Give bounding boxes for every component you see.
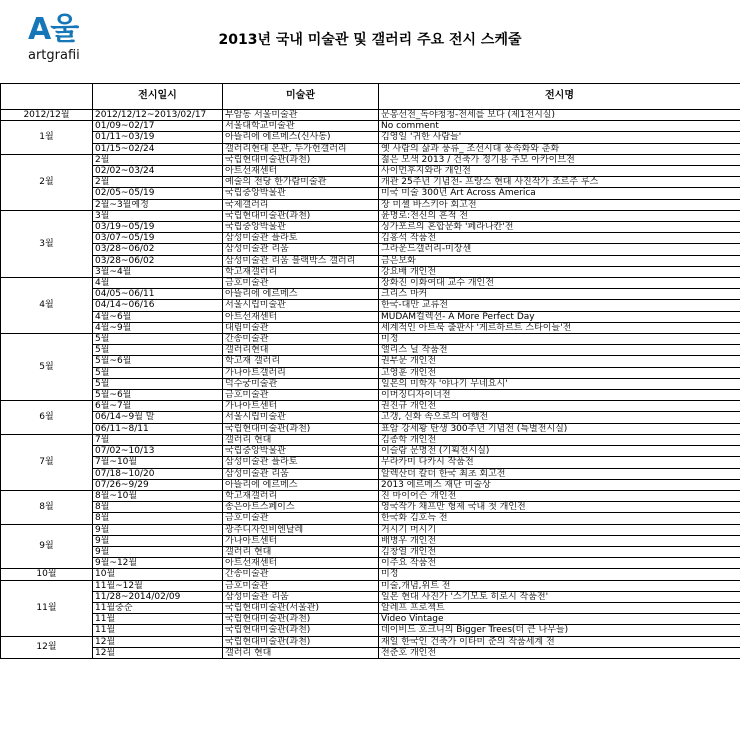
venue-cell: 삼성미술관 리움 [223,468,379,479]
date-cell: 5월 [93,378,223,389]
date-cell: 8월 [93,513,223,524]
date-cell: 12월 [93,647,223,658]
date-cell: 01/09~02/17 [93,121,223,132]
venue-cell: 아뜰리에 에르메스(신사동) [223,132,379,143]
date-cell: 11월~12월 [93,580,223,591]
table-row [1,513,740,524]
exhibition-title-cell: 김홍석 작품전 [379,233,740,244]
table-row [1,121,740,132]
table-row [1,625,740,636]
venue-cell: 국립현대미술관(과천) [223,423,379,434]
exhibition-title-cell: 재일 한국인 건축가 이타미 준의 작품세계 전 [379,636,740,647]
table-header-row [1,83,740,110]
exhibition-title-cell: 김영일 '귀한 사람들' [379,132,740,143]
exhibition-title-cell: 앨리스 닐 작품전 [379,345,740,356]
table-row [1,188,740,199]
table-row [1,345,740,356]
venue-cell: 학고재 갤러리 [223,356,379,367]
date-cell: 07/18~10/20 [93,468,223,479]
venue-cell: 가나아트갤러리 [223,367,379,378]
date-cell: 02/05~05/19 [93,188,223,199]
exhibition-title-cell: 진 마이어슨 개인전 [379,490,740,501]
venue-cell: 삼성미술관 플라토 [223,457,379,468]
column-header-venue: 미술관 [223,83,379,110]
table-row [1,177,740,188]
exhibition-title-cell: 크리스 마커 [379,289,740,300]
month-cell: 10월 [1,569,93,580]
date-cell: 06/14~9월 말 [93,412,223,423]
date-cell: 04/14~06/16 [93,300,223,311]
date-cell: 03/28~06/02 [93,244,223,255]
exhibition-title-cell: 금은보화 [379,255,740,266]
month-cell: 2012/12월 [1,110,93,121]
exhibition-title-cell: 개관 25주년 기념전- 프랑스 현대 사진작가 조르주 루스 [379,177,740,188]
venue-cell: 국립중앙박물관 [223,188,379,199]
venue-cell: 갤러리 현대 [223,647,379,658]
exhibition-title-cell: 사이먼후지와라 개인전 [379,166,740,177]
exhibition-title-cell: 미정 [379,334,740,345]
table-row [1,154,740,165]
exhibition-title-cell: 김종학 개인전 [379,434,740,445]
exhibition-title-cell: 문봉선전_독야청청-전세를 보다 (제1전시실) [379,110,740,121]
venue-cell: 덕수궁미술관 [223,378,379,389]
month-cell: 7월 [1,434,93,490]
table-row [1,132,740,143]
month-cell: 3월 [1,210,93,277]
exhibition-title-cell: No comment [379,121,740,132]
date-cell: 8월~10월 [93,490,223,501]
venue-cell: 국립현대미술관(과천) [223,210,379,221]
date-cell: 3월~4월 [93,266,223,277]
venue-cell: 광주디자인비엔날레 [223,524,379,535]
venue-cell: 국립현대미술관(과천) [223,614,379,625]
exhibition-title-cell: 영국작가 채프만 형제 국내 첫 개인전 [379,502,740,513]
table-row [1,423,740,434]
exhibition-title-cell: 젊은 모색 2013 / 건축가 정기용 추모 아카이브전 [379,154,740,165]
venue-cell: 아트선재센터 [223,166,379,177]
exhibition-title-cell: 이머징디자이너전 [379,390,740,401]
date-cell: 03/28~06/02 [93,255,223,266]
venue-cell: 아트선재센터 [223,311,379,322]
venue-cell: 간송미술관 [223,569,379,580]
venue-cell: 금호미술관 [223,278,379,289]
header [0,0,740,84]
date-cell: 11월 [93,614,223,625]
date-cell: 7월~10월 [93,457,223,468]
exhibition-title-cell: 고영훈 개인전 [379,367,740,378]
table-row [1,289,740,300]
table-row [1,278,740,289]
exhibition-title-cell: 한국화 김호득 전 [379,513,740,524]
month-cell: 12월 [1,636,93,658]
venue-cell: 금호미술관 [223,390,379,401]
month-cell: 4월 [1,278,93,334]
exhibition-title-cell: 김창열 개인전 [379,546,740,557]
exhibition-title-cell: 그라운드갤러리-미장센 [379,244,740,255]
table-row [1,479,740,490]
date-cell: 4월~6월 [93,311,223,322]
table-row [1,468,740,479]
venue-cell: 서울대학교미술관 [223,121,379,132]
exhibition-title-cell: 배병우 개인전 [379,535,740,546]
venue-cell: 서울시립미술관 [223,412,379,423]
month-cell: 8월 [1,490,93,524]
month-cell: 11월 [1,580,93,636]
venue-cell: 삼성미술관 플라토 [223,233,379,244]
table-row [1,636,740,647]
date-cell: 12월 [93,636,223,647]
date-cell: 5월 [93,345,223,356]
exhibition-title-cell: 윤명로:전신의 흔적 전 [379,210,740,221]
date-cell: 02/02~03/24 [93,166,223,177]
table-row [1,199,740,210]
date-cell: 04/05~06/11 [93,289,223,300]
venue-cell: 아트선재센터 [223,558,379,569]
date-cell: 2012/12/12~2013/02/17 [93,110,223,121]
month-cell: 9월 [1,524,93,569]
exhibition-title-cell: 고갱, 신화 속으로의 여행전 [379,412,740,423]
date-cell: 8월 [93,502,223,513]
exhibition-title-cell: 거시기 머시기 [379,524,740,535]
venue-cell: 금호미술관 [223,513,379,524]
date-cell: 4월 [93,278,223,289]
table-body [1,110,740,659]
date-cell: 06/11~8/11 [93,423,223,434]
exhibition-title-cell: 미술,개념,위트 전 [379,580,740,591]
date-cell: 9월 [93,535,223,546]
date-cell: 2월~3월예정 [93,199,223,210]
exhibition-title-cell: 옛 사람의 삶과 풍류_ 조선시대 풍속화와 춘화 [379,143,740,154]
date-cell: 01/11~03/19 [93,132,223,143]
table-row [1,569,740,580]
table-row [1,446,740,457]
table-row [1,110,740,121]
venue-cell: 국립중앙박물관 [223,446,379,457]
exhibition-title-cell: 전준호 개인전 [379,647,740,658]
table-row [1,647,740,658]
column-header-title: 전시명 [379,83,740,110]
date-cell: 9월 [93,524,223,535]
date-cell: 03/19~05/19 [93,222,223,233]
table-row [1,457,740,468]
exhibition-title-cell: 권부문 개인전 [379,356,740,367]
table-row [1,255,740,266]
date-cell: 07/26~9/29 [93,479,223,490]
venue-cell: 학고재갤러리 [223,266,379,277]
venue-cell: 갤러리 현대 [223,434,379,445]
venue-cell: 삼성미술관 리움 블랙박스 갤러리 [223,255,379,266]
table-row [1,367,740,378]
table-row [1,412,740,423]
venue-cell: 가나아트센터 [223,535,379,546]
exhibition-title-cell: 무라카미 다카시 작품전 [379,457,740,468]
exhibition-title-cell: 미국 미술 300년 Art Across America [379,188,740,199]
month-cell: 2월 [1,154,93,210]
date-cell: 3월 [93,210,223,221]
column-header-month [1,83,93,110]
date-cell: 2월 [93,177,223,188]
table-row [1,558,740,569]
page-title: 2013년 국내 미술관 및 갤러리 주요 전시 스케줄 [218,32,522,48]
month-cell: 5월 [1,334,93,401]
exhibition-schedule-table [0,83,740,659]
date-cell: 03/07~05/19 [93,233,223,244]
exhibition-title-cell: 이주요 작품전 [379,558,740,569]
table-row [1,434,740,445]
venue-cell: 간송미술관 [223,334,379,345]
venue-cell: 아뜰리에 에르메스 [223,479,379,490]
month-cell: 1월 [1,121,93,155]
date-cell: 5월~6월 [93,390,223,401]
table-row [1,143,740,154]
table-row [1,502,740,513]
table-row [1,233,740,244]
exhibition-title-cell: 장화진 이화여대 교수 개인전 [379,278,740,289]
table-row [1,546,740,557]
date-cell: 07/02~10/13 [93,446,223,457]
venue-cell: 국제갤러리 [223,199,379,210]
table-row [1,378,740,389]
venue-cell: 아뜰리에 에르메스 [223,289,379,300]
table-row [1,602,740,613]
venue-cell: 대림미술관 [223,322,379,333]
venue-cell: 가나아트센터 [223,401,379,412]
venue-cell: 갤러리현대 본관, 두가헌갤러리 [223,143,379,154]
venue-cell: 갤러리현대 [223,345,379,356]
exhibition-title-cell: 일본 현대 사진가 '스기모토 히로시 작품전' [379,591,740,602]
date-cell: 10월 [93,569,223,580]
table-row [1,401,740,412]
venue-cell: 학고재갤러리 [223,490,379,501]
exhibition-title-cell: 알렉산더 칼더 한국 최초 회고전 [379,468,740,479]
venue-cell: 국립현대미술관(과천) [223,154,379,165]
table-row [1,266,740,277]
date-cell: 7월 [93,434,223,445]
exhibition-title-cell: 권진규 개인전 [379,401,740,412]
venue-cell: 부암동 서울미술관 [223,110,379,121]
table-row [1,210,740,221]
table-row [1,390,740,401]
venue-cell: 송은아트스페이스 [223,502,379,513]
exhibition-title-cell: 데이비드 호크니의 Bigger Trees(더 큰 나무들) [379,625,740,636]
table-row [1,591,740,602]
venue-cell: 국립중앙박물관 [223,222,379,233]
exhibition-title-cell: 2013 에르메스 재단 미술상 [379,479,740,490]
exhibition-title-cell: MUDAM컬렉션- A More Perfect Day [379,311,740,322]
exhibition-title-cell: 한국-대만 교류전 [379,300,740,311]
exhibition-title-cell: 강요배 개인전 [379,266,740,277]
date-cell: 2월 [93,154,223,165]
exhibition-title-cell: 싱가포르의 혼합문화 '페라나칸'전 [379,222,740,233]
exhibition-title-cell: 미정 [379,569,740,580]
date-cell: 5월~6월 [93,356,223,367]
month-cell: 6월 [1,401,93,435]
exhibition-title-cell: 세계적인 아트북 출판사 '게르하르트 스타이들'전 [379,322,740,333]
date-cell: 5월 [93,367,223,378]
table-row [1,614,740,625]
table-row [1,244,740,255]
exhibition-title-cell: 이슬람 문명전 (기획전시실) [379,446,740,457]
date-cell: 11/28~2014/02/09 [93,591,223,602]
date-cell: 4월~9월 [93,322,223,333]
date-cell: 9월 [93,546,223,557]
date-cell: 6월~7월 [93,401,223,412]
date-cell: 5월 [93,334,223,345]
logo-text: artgrafii [28,48,80,63]
table-row [1,334,740,345]
exhibition-title-cell: 표암 강세황 탄생 300주년 기념전 (특별전시실) [379,423,740,434]
exhibition-title-cell: 일본의 미학자 '야나기 무네요시' [379,378,740,389]
date-cell: 01/15~02/24 [93,143,223,154]
table-row [1,300,740,311]
venue-cell: 갤러리 현대 [223,546,379,557]
venue-cell: 삼성미술관 리움 [223,591,379,602]
table-row [1,580,740,591]
table-row [1,524,740,535]
venue-cell: 국립현대미술관(과천) [223,636,379,647]
table-row [1,490,740,501]
exhibition-title-cell: 알레프 프로젝트 [379,602,740,613]
venue-cell: 삼성미술관 리움 [223,244,379,255]
table-row [1,356,740,367]
venue-cell: 예술의 전당 한가람미술관 [223,177,379,188]
table-row [1,322,740,333]
venue-cell: 국립현대미술관(서울관) [223,602,379,613]
table-row [1,311,740,322]
date-cell: 11월 [93,625,223,636]
logo-mark: A울 [28,12,79,47]
exhibition-title-cell: Video Vintage [379,614,740,625]
date-cell: 11월중순 [93,602,223,613]
table-row [1,166,740,177]
column-header-date: 전시일시 [93,83,223,110]
exhibition-title-cell: 장 미셸 바스키아 회고전 [379,199,740,210]
venue-cell: 금호미술관 [223,580,379,591]
venue-cell: 서울시립미술관 [223,300,379,311]
date-cell: 9월~12월 [93,558,223,569]
venue-cell: 국립현대미술관(과천) [223,625,379,636]
table-row [1,222,740,233]
table-row [1,535,740,546]
